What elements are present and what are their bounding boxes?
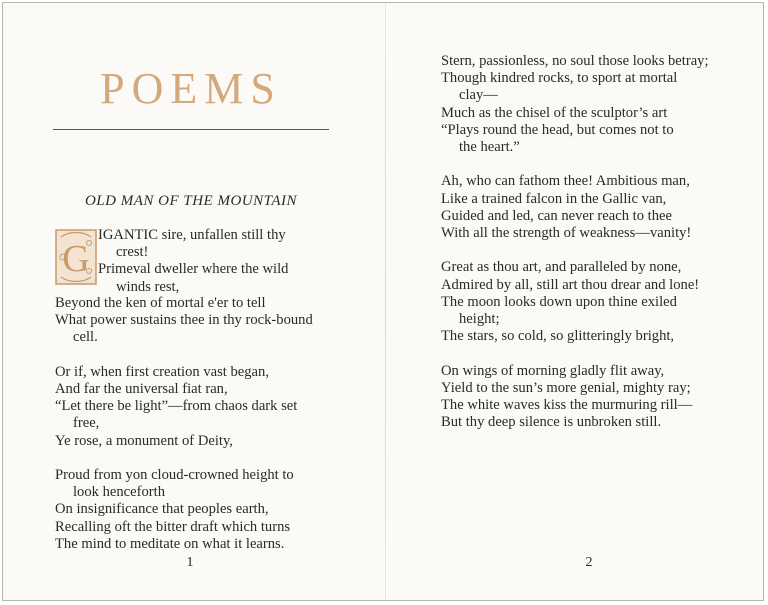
poem-line: Stern, passionless, no soul those looks betray; [441, 53, 709, 69]
poem-line: Primeval dweller where the wild [98, 261, 289, 278]
book-spread [2, 2, 764, 601]
cap-lines [98, 227, 288, 296]
page-number-left: 1 [186, 555, 194, 570]
poem-line: Yield to the sun’s more genial, mighty ray; [441, 379, 691, 396]
poem-line: cell. [73, 329, 98, 346]
drop-cap-ornament [55, 229, 97, 285]
book-title: POEMS [100, 64, 282, 113]
poem-line: Guided and led, can never reach to thee [441, 207, 672, 224]
poem-line: Like a trained falcon in the Gallic van, [441, 190, 667, 207]
poem-line: “Plays round the head, but comes not to [441, 121, 674, 138]
poem-line: What power sustains thee in thy rock-bound [55, 312, 313, 329]
poem-lines-right [441, 53, 709, 431]
stanza-break [55, 450, 313, 467]
poem-line: IGANTIC sire, unfallen still thy [98, 227, 286, 243]
poem-line: Admired by all, still art thou drear and lone! [441, 276, 700, 293]
poem-line: But thy deep silence is unbroken still. [441, 414, 662, 431]
poem-line: Though kindred rocks, to sport at mortal [441, 70, 678, 87]
poem-title: OLD MAN OF THE MOUNTAIN [84, 193, 298, 209]
poem-line: Much as the chisel of the sculptor’s art [441, 104, 668, 121]
title-rule [53, 129, 329, 130]
poem-line: The stars, so cold, so glitteringly bright, [441, 328, 675, 345]
poem-line: Ah, who can fathom thee! Ambitious man, [441, 173, 690, 190]
poem-line: And far the universal fiat ran, [55, 381, 228, 397]
poem-line: look henceforth [73, 484, 165, 501]
page-number-right: 2 [585, 555, 593, 570]
poem-line: The mind to meditate on what it learns. [55, 535, 285, 552]
poem-line: crest! [116, 244, 149, 261]
right-page [386, 3, 765, 600]
poem-line: Beyond the ken of mortal e'er to tell [55, 295, 266, 311]
left-page [3, 3, 384, 600]
poem-lines-left [55, 295, 313, 553]
poem-line: free, [73, 415, 100, 432]
stanza-break [441, 156, 709, 173]
poem-line: winds rest, [116, 278, 180, 295]
drop-cap-letter: G [62, 238, 90, 280]
poem-line: On wings of morning gladly flit away, [441, 362, 665, 379]
poem-line: the heart.” [459, 139, 520, 156]
poem-line: “Let there be light”—from chaos dark set [55, 398, 298, 415]
poem-line: clay— [459, 87, 498, 104]
poem-line: With all the strength of weakness—vanity! [441, 225, 692, 242]
poem-line: height; [459, 311, 500, 328]
poem-line: Proud from yon cloud-crowned height to [55, 467, 294, 483]
poem-line: Recalling oft the bitter draft which turns [55, 518, 291, 535]
stanza-break [441, 242, 709, 259]
poem-line: On insignificance that peoples earth, [55, 501, 269, 518]
poem-line: Ye rose, a monument of Deity, [55, 432, 233, 449]
poem-line: The white waves kiss the murmuring rill— [441, 397, 693, 414]
poem-line: Great as thou art, and paralleled by none, [441, 259, 682, 276]
poem-line: The moon looks down upon thine exiled [441, 293, 677, 310]
stanza-break [55, 347, 313, 364]
poem-line: Or if, when first creation vast began, [55, 363, 269, 380]
stanza-break [441, 345, 709, 362]
